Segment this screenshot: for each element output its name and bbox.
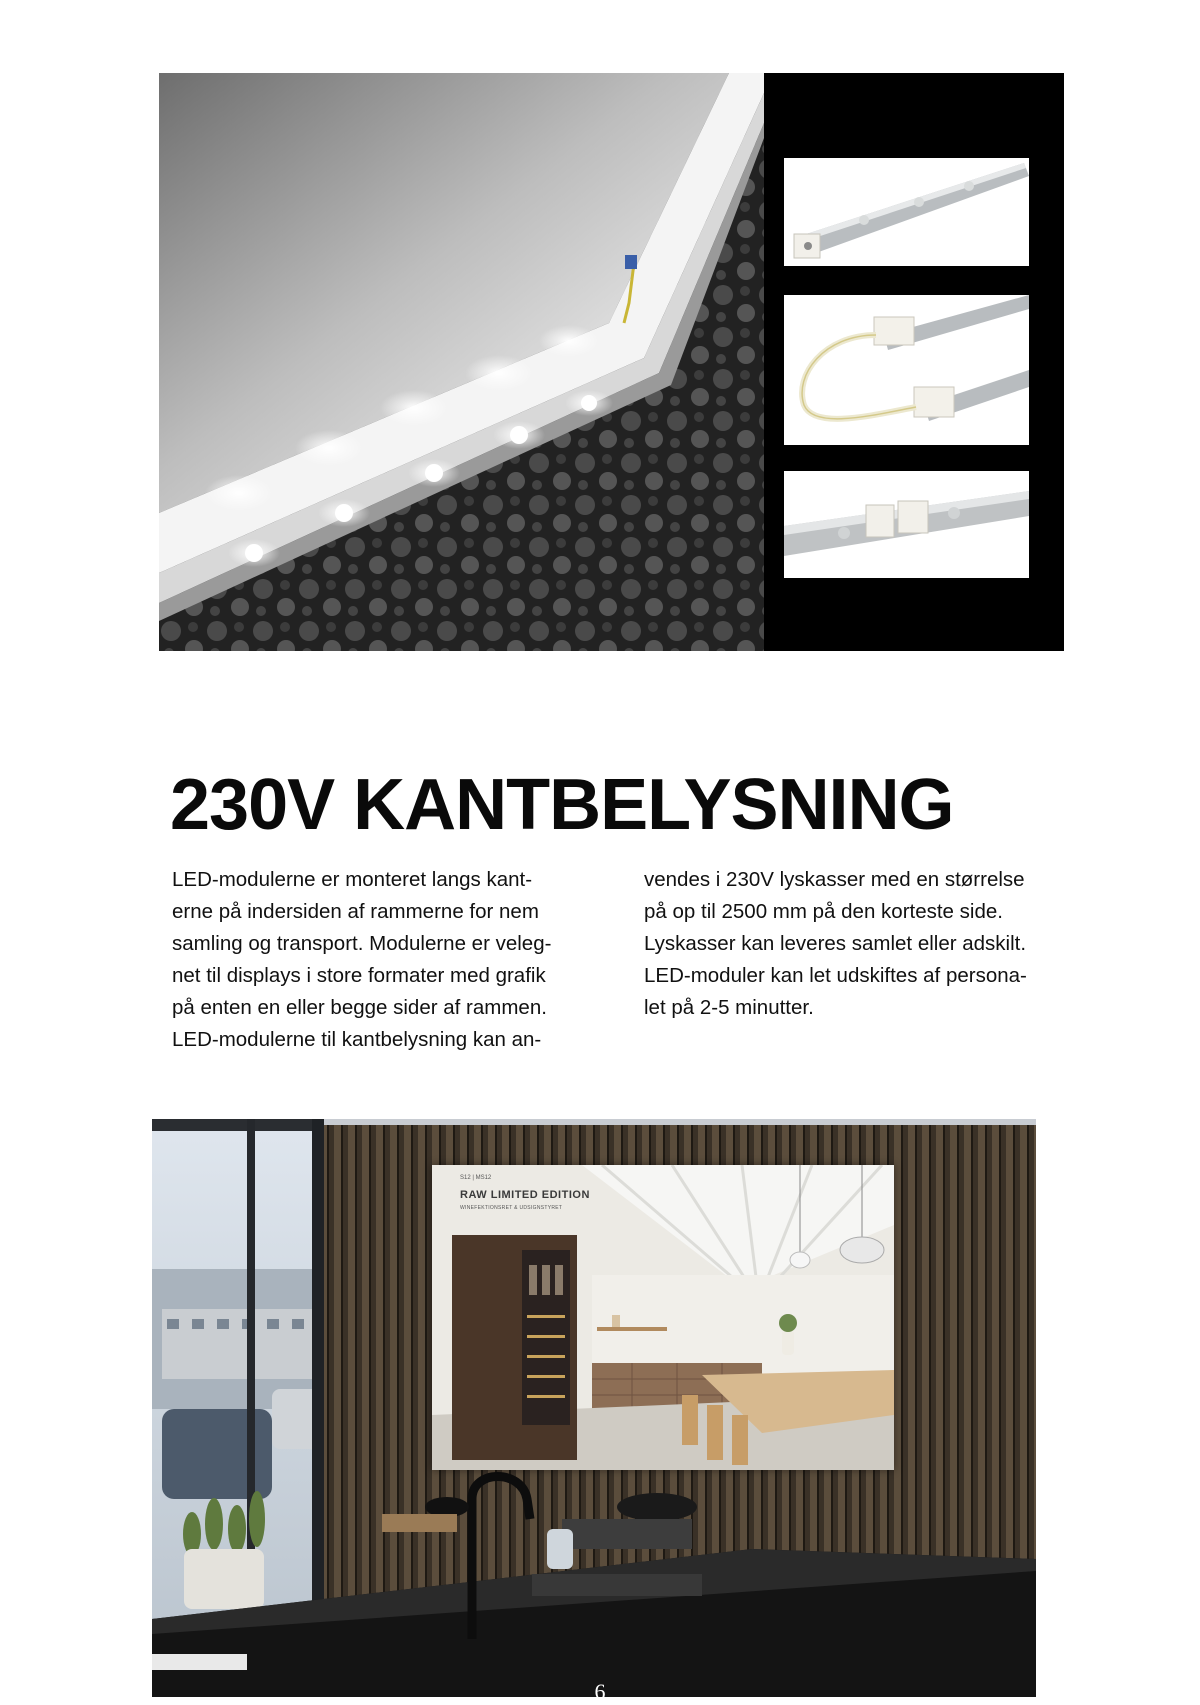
led-module-detail-panel [764, 73, 1064, 651]
led-modules-connected-photo [784, 295, 1029, 445]
body-text-right-column [644, 864, 1054, 1024]
led-modules-joint-photo [784, 471, 1029, 578]
led-frame-photo [159, 73, 764, 651]
text-line: på op til 2500 mm på den korteste side. [644, 900, 1003, 923]
lightbox-code: S12 | MS12 [460, 1175, 492, 1181]
text-line: net til displays i store formater med grafik [172, 964, 546, 987]
text-line: samling og transport. Modulerne er veleg- [172, 932, 552, 955]
text-line: LED-moduler kan let udskiftes af persona- [644, 964, 1027, 987]
text-line: let på 2-5 minutter. [644, 996, 814, 1019]
text-line: vendes i 230V lyskasser med en størrelse [644, 868, 1025, 891]
text-line: LED-modulerne er monteret langs kant- [172, 868, 533, 891]
body-text-left-column [172, 864, 582, 1056]
page-number: 6 [594, 1679, 606, 1704]
lightbox-subtitle: WINEFEKTIONSRET & UDSIGNSTYRET [460, 1205, 563, 1211]
text-line: på enten en eller begge sider af rammen. [172, 996, 547, 1019]
text-line: Lyskasser kan leveres samlet eller adskilt. [644, 932, 1027, 955]
led-strip-end-cap-photo [784, 158, 1029, 266]
text-line: LED-modulerne til kantbelysning kan an- [172, 1028, 542, 1051]
lightbox-title: RAW LIMITED EDITION [460, 1189, 590, 1201]
page-title: 230V KANTBELYSNING [170, 765, 954, 845]
text-line: erne på indersiden af rammerne for nem [172, 900, 539, 923]
